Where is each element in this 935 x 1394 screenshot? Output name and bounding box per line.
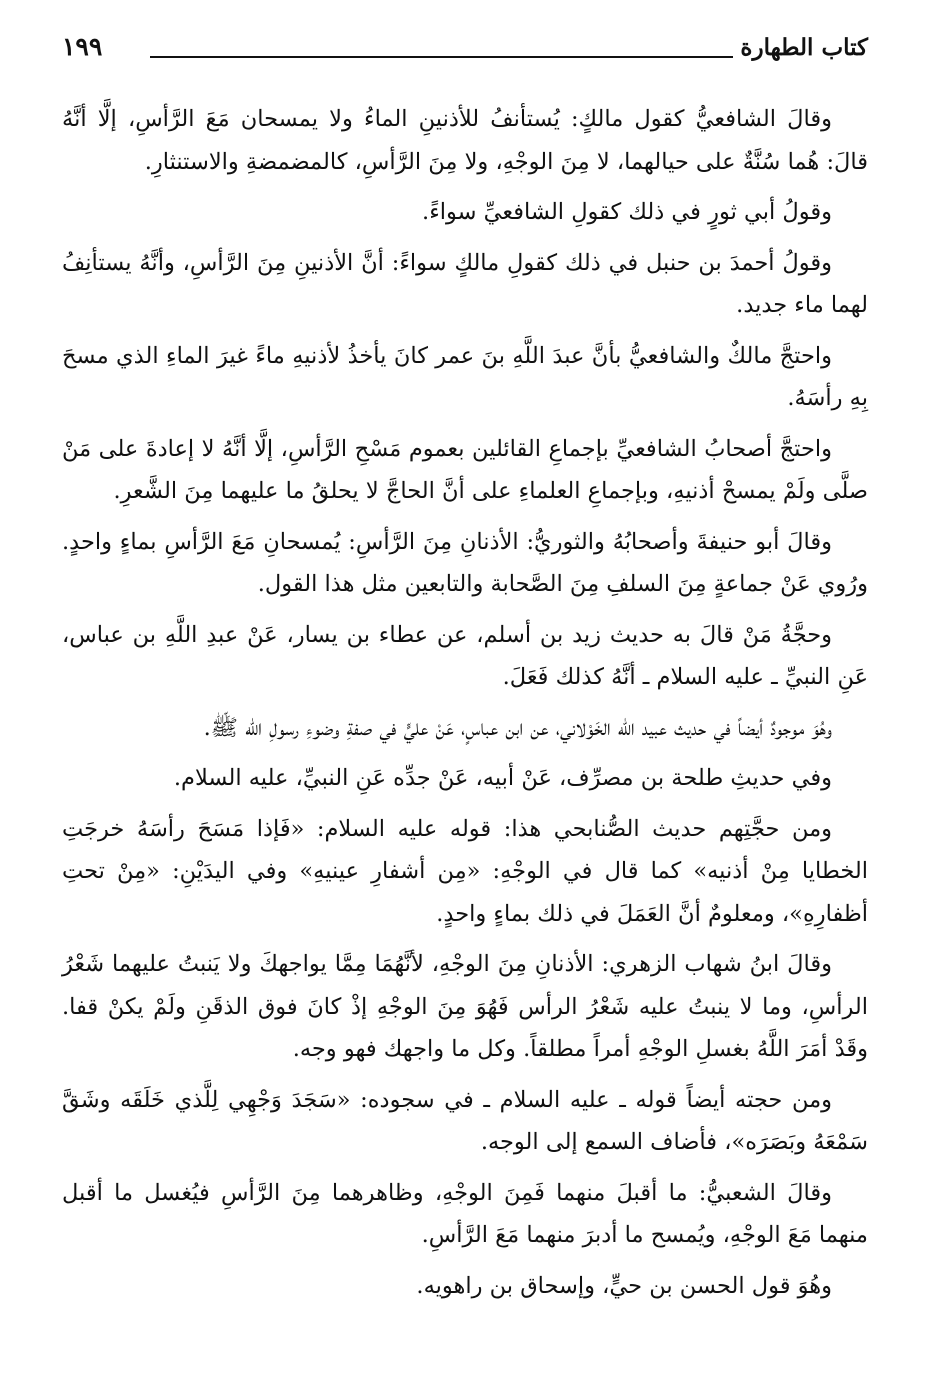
paragraph: ومن حجته أيضاً قوله ـ عليه السلام ـ في سجوده: «سَجَدَ وَجْهِي لِلَّذي خَلَقَه وشَقَّ سَمْعَهُ وبَصَرَه»، فأضاف السمع إلى الوجه. [62, 1086, 868, 1155]
paragraph: ومن حجَّتِهم حديث الصُّنابحي هذا: قوله عليه السلام: «فَإذا مَسَحَ رأسَهُ خرجَتِ الخطايا مِنْ أذنيه» كما قال في الوجْهِ: «مِن أشفارِ عينيهِ» وفي اليدَيْنِ: «مِنْ تحتِ أظفارِهِ»، ومعلومٌ أنَّ العَمَلَ في ذلك بماءٍ واحدٍ. [62, 815, 868, 927]
paragraph: وقالَ الشافعيُّ كقول مالكٍ: يُستأنفُ للأذنينِ الماءُ ولا يمسحان مَعَ الرَّأسِ، إلَّا أنَّهُ قالَ: هُما سُنَّةٌ على حيالهما، لا مِنَ الوجْهِ، ولا مِنَ الرَّأسِ، كالمضمضةِ والاستنثارِ. [62, 106, 868, 175]
paragraph: وقالَ أبو حنيفةَ وأصحابُهُ والثوريُّ: الأذنانِ مِنَ الرَّأسِ: يُمسحانِ مَعَ الرَّأسِ بماءٍ واحدٍ. ورُوي عَنْ جماعةٍ مِنَ السلفِ مِنَ الصَّحابة والتابعين مثل هذا القول. [62, 528, 868, 597]
paragraph: وقالَ ابنُ شهاب الزهري: الأذنانِ مِنَ الوجْهِ، لأنَّهُمَا مِمَّا يواجهكَ ولا يَنبتُ عليهما شَعْرُ الرأسِ، وما لا ينبتُ عليه شَعْرُ الرأس فَهُوَ مِنَ الوجْهِ إذْ كانَ فوق الذقَنِ ولَمْ يكنْ قفا. وقَدْ أمَرَ اللَّهُ بغسلِ الوجْهِ أمراً مطلقاً. وكل ما واجهك فهو وجه. [62, 951, 868, 1062]
paragraph: وقالَ الشعبيُّ: ما أقبلَ منهما فَمِنَ الوجْهِ، وظاهرهما مِنَ الرَّأسِ فيُغسل ما أقبل منهما مَعَ الوجْهِ، ويُمسح ما أدبرَ منهما مَعَ الرَّأسِ. [62, 1179, 868, 1248]
header-rule [150, 56, 733, 58]
paragraph: وقولُ أحمدَ بن حنبل في ذلك كقولِ مالكٍ سواءً: أنَّ الأذنينِ مِنَ الرَّأسِ، وأنَّهُ يستأنِفُ لهما ماء جديد. [62, 249, 868, 318]
paragraph: واحتجَّ مالكٌ والشافعيُّ بأنَّ عبدَ اللَّهِ بنَ عمر كانَ يأخذُ لأذنيهِ ماءً غيرَ الماءِ الذي مسحَ بِهِ رأسَهُ. [62, 342, 868, 411]
paragraph: وحجَّةُ مَنْ قالَ به حديث زيد بن أسلم، عن عطاء بن يسار، عَنْ عبدِ اللَّهِ بن عباس، عَنِ النبيِّ ـ عليه السلام ـ أنَّهُ كذلك فَعَلَ. [62, 621, 868, 690]
paragraph: وفي حديثِ طلحة بن مصرِّف، عَنْ أبيه، عَنْ جدِّه عَنِ النبيِّ، عليه السلام. [173, 765, 832, 791]
text-body [62, 98, 868, 1307]
paragraph: وهُوَ قول الحسن بن حيٍّ، وإسحاق بن راهويه. [416, 1272, 832, 1299]
paragraph: واحتجَّ أصحابُ الشافعيِّ بإجماعِ القائلين بعموم مَسْحِ الرَّأسِ، إلَّا أنَّهُ لا إعادةَ على مَنْ صلَّى ولَمْ يمسحْ أذنيهِ، وبإجماعِ العلماءِ على أنَّ الحاجَّ لا يحلقُ ما عليهما مِنَ الشَّعرِ. [62, 435, 868, 504]
paragraph: وهُوَ موجودٌ أيضاً في حديث عبيد الله الخَوْلاني، عن ابن عباسٍ، عَنْ عليٍّ في صفةِ وضوءِ رسولِ الله ﷺ. [203, 714, 832, 741]
page-number: ١٩٩ [62, 32, 103, 61]
paragraph: وقولُ أبي ثورٍ في ذلك كقولِ الشافعيِّ سواءً. [422, 199, 832, 225]
book-title: كتاب الطهارة [740, 34, 868, 61]
running-header [62, 28, 868, 68]
